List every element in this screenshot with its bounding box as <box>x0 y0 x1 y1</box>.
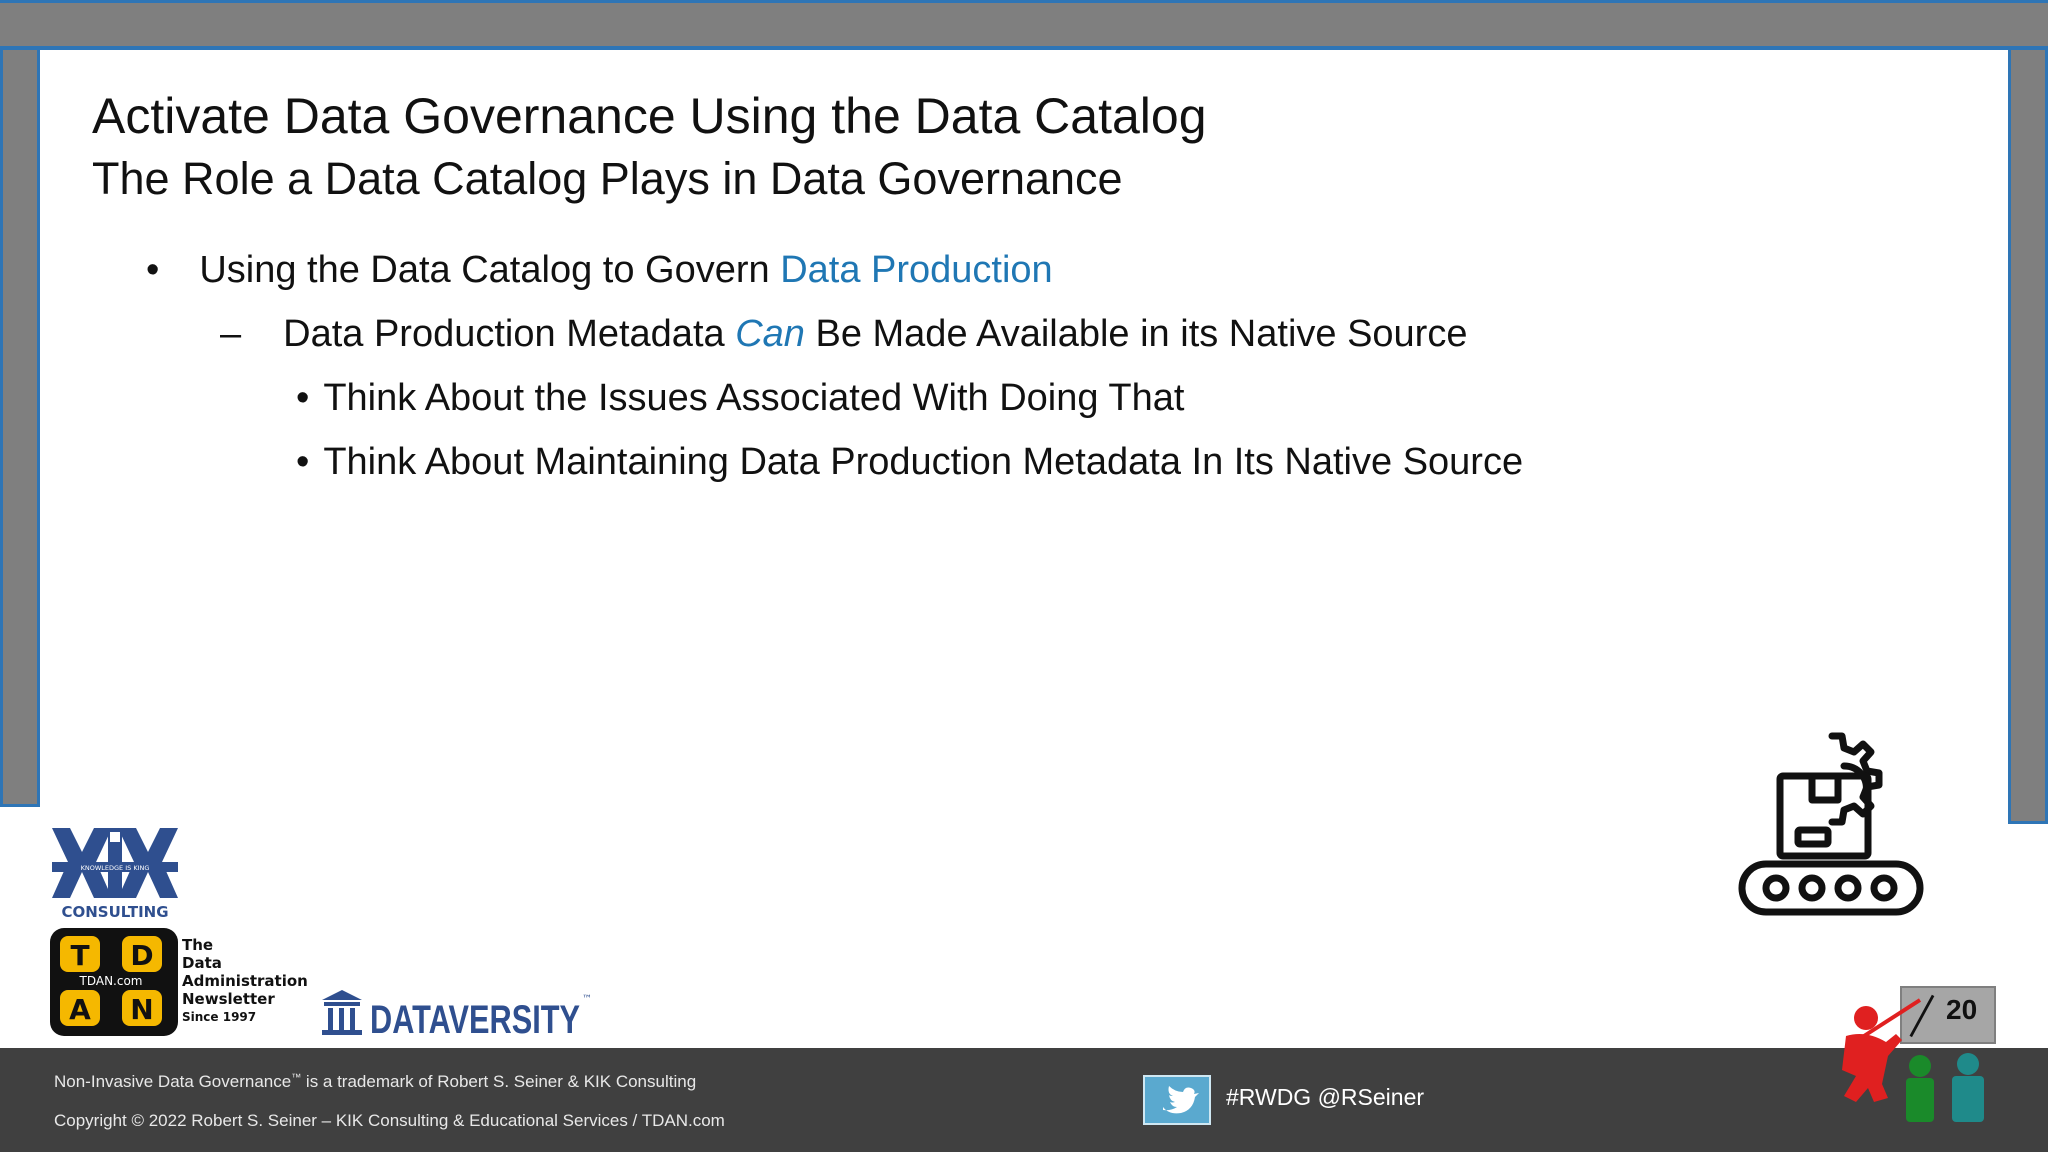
bullet-accent-text: Data Production <box>780 249 1053 291</box>
svg-text:™: ™ <box>582 994 592 1005</box>
tdan-tagline: The Data Administration Newsletter Since 1997 <box>182 936 308 1024</box>
twitter-icon[interactable] <box>1143 1075 1211 1125</box>
right-frame-bar <box>2008 50 2048 824</box>
footer-trademark: Non-Invasive Data Governance™ is a trademark of Robert S. Seiner & KIK Consulting <box>54 1072 697 1091</box>
kik-name: CONSULTING <box>61 903 169 920</box>
tdan-center-text: TDAN.com <box>79 974 143 988</box>
hashtag-handle: #RWDG @RSeiner <box>1226 1084 1425 1110</box>
bullet-text: Think About Maintaining Data Production Metadata In Its Native Source <box>323 441 1524 483</box>
tdan-logo <box>50 928 178 1036</box>
bullet-level1 <box>146 246 1053 294</box>
dataversity-text: DATAVERSITY <box>370 998 581 1038</box>
left-frame-bar <box>0 50 40 807</box>
top-frame-bar <box>0 0 2048 50</box>
svg-text:N: N <box>130 993 154 1026</box>
twitter-bird-icon <box>1145 1077 1209 1123</box>
bullet-text: Using the Data Catalog to Govern <box>199 249 781 291</box>
presenter-icon <box>1824 996 2000 1124</box>
dash-marker: – <box>220 313 242 355</box>
footer-bar <box>0 1048 2048 1152</box>
kik-tagline: KNOWLEDGE IS KING <box>80 864 150 872</box>
bullet-accent-text: Can <box>735 313 805 355</box>
kik-consulting-logo <box>52 828 178 920</box>
dataversity-logo <box>320 990 596 1038</box>
footer-copyright: Copyright © 2022 Robert S. Seiner – KIK Consulting & Educational Services / TDAN.com <box>54 1111 725 1130</box>
slide-title: Activate Data Governance Using the Data Catalog <box>92 88 1207 144</box>
bullet-level3-a <box>296 374 1184 422</box>
bullet-marker: • <box>296 377 310 419</box>
bullet-text: Data Production Metadata <box>283 313 736 355</box>
conveyor-gear-icon <box>1736 726 1926 918</box>
bullet-marker: • <box>296 441 310 483</box>
bullet-text-after: Be Made Available in its Native Source <box>804 313 1468 355</box>
bullet-marker: • <box>146 249 160 291</box>
bullet-level3-b <box>296 438 1523 486</box>
slide-subtitle: The Role a Data Catalog Plays in Data Governance <box>92 153 1123 204</box>
svg-text:A: A <box>69 993 91 1026</box>
bullet-level2 <box>220 310 1467 358</box>
svg-text:T: T <box>70 939 90 972</box>
svg-text:D: D <box>130 939 154 972</box>
page-number: 20 <box>1946 994 1978 1025</box>
bullet-text: Think About the Issues Associated With Doing That <box>323 377 1185 419</box>
